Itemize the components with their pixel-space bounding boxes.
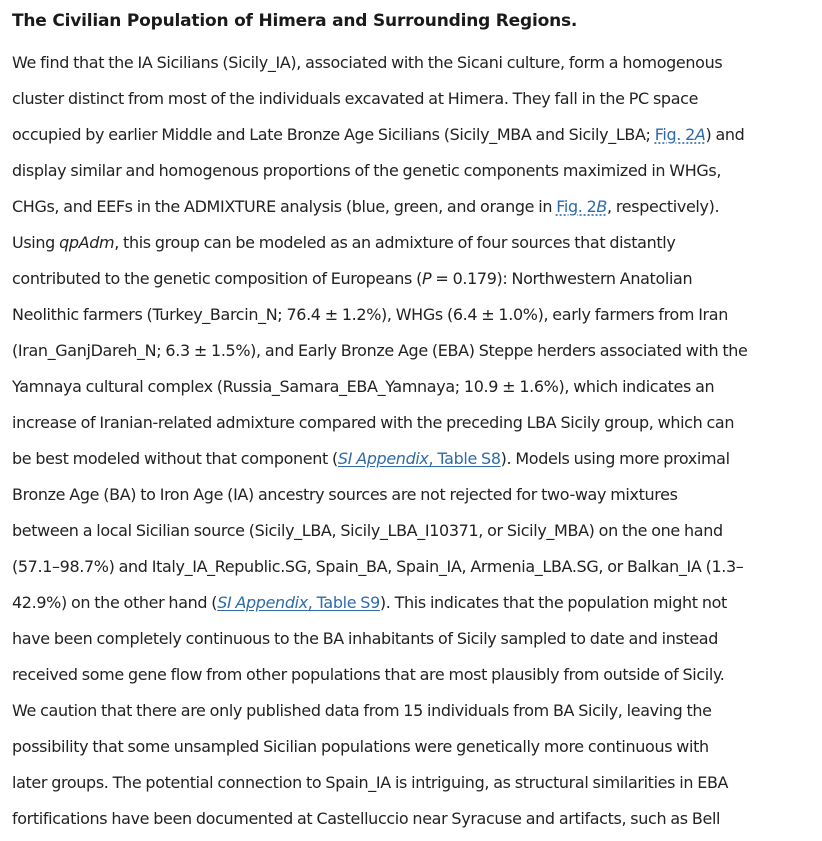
fig-link-text: Fig. 2 <box>654 125 695 144</box>
software-name: qpAdm <box>59 233 115 252</box>
text-line: (57.1–98.7%) and Italy_IA_Republic.SG, Spain_BA, Spain_IA, Armenia_LBA.SG, or Balkan_IA (1.3– <box>12 557 744 576</box>
text-line: cluster distinct from most of the individuals excavated at Himera. They fall in the PC space <box>12 89 699 108</box>
text-line: Yamnaya cultural complex (Russia_Samara_EBA_Yamnaya; 10.9 ± 1.6%), which indicates an <box>12 377 715 396</box>
text-line <box>12 117 810 153</box>
fig-2b-link[interactable] <box>556 197 607 216</box>
fig-2a-link[interactable] <box>655 125 706 144</box>
text-line <box>12 441 810 477</box>
text-run: ). Models using more proximal <box>500 449 730 468</box>
body-paragraph <box>12 45 812 837</box>
text-line <box>12 585 810 621</box>
text-line <box>12 189 810 225</box>
si-appendix-text: SI Appendix <box>217 593 308 612</box>
text-run: = 0.179): Northwestern Anatolian <box>431 269 693 288</box>
text-run: CHGs, and EEFs in the ADMIXTURE analysis (blue, green, and orange in <box>12 197 557 216</box>
fig-panel-letter: B <box>596 197 608 216</box>
text-line <box>12 261 810 297</box>
text-run: contributed to the genetic composition of Europeans ( <box>12 269 423 288</box>
text-line <box>12 225 810 261</box>
text-line: later groups. The potential connection to Spain_IA is intriguing, as structural similarities in EBA <box>12 773 729 792</box>
si-appendix-table-s9-link[interactable] <box>217 593 380 612</box>
si-appendix-table-s8-link[interactable] <box>338 449 501 468</box>
text-line: We caution that there are only published data from 15 individuals from BA Sicily, leaving the <box>12 701 712 720</box>
text-run: , this group can be modeled as an admixture of four sources that distantly <box>114 233 676 252</box>
fig-link-text: Fig. 2 <box>556 197 597 216</box>
text-line: received some gene flow from other populations that are most plausibly from outside of Sicily. <box>12 665 725 684</box>
text-run: , respectively). <box>607 197 720 216</box>
p-value-symbol: P <box>422 269 432 288</box>
text-line: increase of Iranian-related admixture compared with the preceding LBA Sicily group, which can <box>12 413 735 432</box>
text-line: between a local Sicilian source (Sicily_LBA, Sicily_LBA_I10371, or Sicily_MBA) on the one hand <box>12 521 723 540</box>
text-line: display similar and homogenous proportions of the genetic components maximized in WHGs, <box>12 161 722 180</box>
section-title: The Civilian Population of Himera and Surrounding Regions. <box>12 11 578 31</box>
fig-panel-letter: A <box>694 125 706 144</box>
text-run: occupied by earlier Middle and Late Bronze Age Sicilians (Sicily_MBA and Sicily_LBA; <box>12 125 655 144</box>
table-ref-text: , Table S8 <box>428 449 501 468</box>
text-line: Neolithic farmers (Turkey_Barcin_N; 76.4 ± 1.2%), WHGs (6.4 ± 1.0%), early farmers from Iran <box>12 305 728 324</box>
si-appendix-text: SI Appendix <box>337 449 429 468</box>
text-run: ) and <box>705 125 745 144</box>
table-ref-text: , Table S9 <box>307 593 380 612</box>
text-line: We find that the IA Sicilians (Sicily_IA), associated with the Sicani culture, form a homogenous <box>12 53 723 72</box>
text-line: Bronze Age (BA) to Iron Age (IA) ancestry sources are not rejected for two-way mixtures <box>12 485 678 504</box>
text-run: 42.9%) on the other hand ( <box>12 593 218 612</box>
text-run: Using <box>12 233 60 252</box>
text-line: have been completely continuous to the BA inhabitants of Sicily sampled to date and instead <box>12 629 719 648</box>
text-run: ). This indicates that the population might not <box>379 593 727 612</box>
text-line: possibility that some unsampled Sicilian populations were genetically more continuous with <box>12 737 709 756</box>
text-line: fortifications have been documented at Castelluccio near Syracuse and artifacts, such as Bell <box>12 809 721 828</box>
article-section <box>12 9 812 837</box>
text-run: be best modeled without that component ( <box>12 449 338 468</box>
text-line: (Iran_GanjDareh_N; 6.3 ± 1.5%), and Early Bronze Age (EBA) Steppe herders associated with the <box>12 341 748 360</box>
